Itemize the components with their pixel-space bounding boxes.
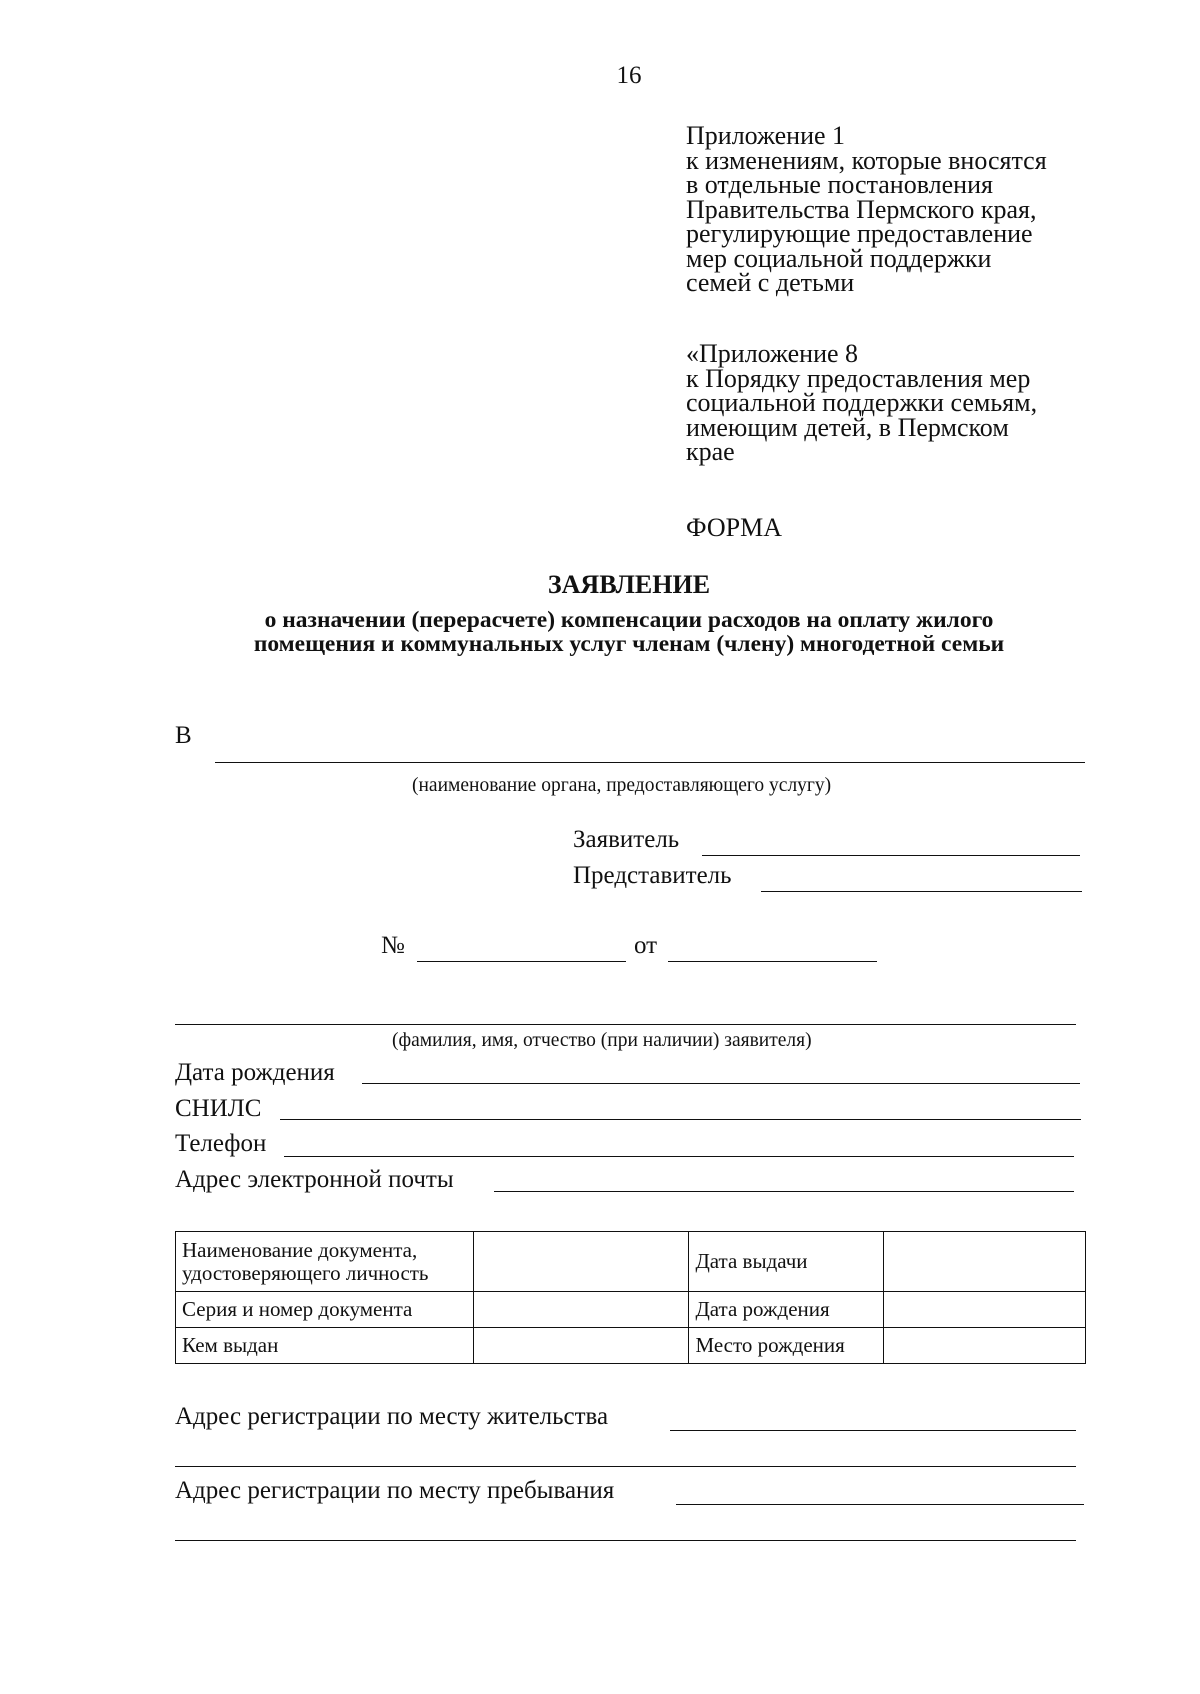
date-field[interactable] [668, 961, 877, 962]
birth-place-label: Место рождения [689, 1328, 884, 1364]
annex-1-line: регулирующие предоставление [686, 219, 1033, 248]
snils-field[interactable] [280, 1119, 1081, 1120]
annex-1-line: Правительства Пермского края, [686, 194, 1037, 224]
doc-series-number-value-cell[interactable] [473, 1292, 689, 1328]
fio-field[interactable] [175, 1024, 1076, 1025]
birth-date-field[interactable] [362, 1083, 1080, 1084]
email-field[interactable] [494, 1191, 1074, 1192]
annex-1-line: семей с детьми [686, 268, 855, 297]
document-title: ЗАЯВЛЕНИЕ [547, 570, 711, 599]
authority-name-field[interactable] [215, 762, 1085, 763]
snils-label: СНИЛС [175, 1095, 262, 1122]
authority-caption: (наименование органа, предоставляющего услугу) [412, 775, 832, 796]
table-cell-label [176, 1232, 474, 1292]
stay-address-field[interactable] [676, 1504, 1084, 1505]
table-row [176, 1232, 1086, 1292]
representative-label: Представитель [573, 862, 732, 889]
residence-address-label: Адрес регистрации по месту жительства [175, 1403, 609, 1430]
residence-address-field[interactable] [670, 1430, 1076, 1431]
table-row [176, 1328, 1086, 1364]
annex-1-line: мер социальной поддержки [686, 243, 992, 273]
phone-field[interactable] [284, 1156, 1074, 1157]
phone-label: Телефон [175, 1130, 267, 1157]
annex-1-line: к изменениям, которые вносятся [686, 145, 1047, 175]
form-label: ФОРМА [686, 513, 782, 542]
fio-caption: (фамилия, имя, отчество (при наличии) заявителя) [392, 1030, 812, 1051]
identity-document-table [175, 1231, 1086, 1364]
annex-8-line: крае [686, 437, 735, 466]
subtitle-line: помещения и коммунальных услуг членам (члену) многодетной семьи [253, 631, 1005, 657]
applicant-field[interactable] [702, 855, 1080, 856]
annex-8-line: к Порядку предоставления мер [686, 363, 1031, 393]
annex-1-block [686, 121, 1047, 297]
issue-date-value-cell[interactable] [884, 1232, 1086, 1292]
stay-address-label: Адрес регистрации по месту пребывания [175, 1477, 615, 1504]
to-label: В [175, 722, 192, 749]
table-birth-date-value-cell[interactable] [884, 1292, 1086, 1328]
email-label: Адрес электронной почты [175, 1166, 454, 1193]
residence-address-field-continued[interactable] [175, 1466, 1076, 1467]
annex-8-block [686, 339, 1038, 466]
document-subtitle [0, 608, 1200, 656]
annex-8-line: имеющим детей, в Пермском [686, 412, 1009, 442]
doc-name-label-line: удостоверяющего личность [182, 1260, 429, 1285]
stay-address-field-continued[interactable] [175, 1540, 1076, 1541]
representative-field[interactable] [761, 891, 1082, 892]
annex-8-line: социальной поддержки семьям, [686, 388, 1038, 417]
table-birth-date-label: Дата рождения [689, 1292, 884, 1328]
doc-name-label-line: Наименование документа, [182, 1237, 418, 1262]
applicant-label: Заявитель [573, 826, 680, 853]
table-row [176, 1292, 1086, 1328]
birth-place-value-cell[interactable] [884, 1328, 1086, 1364]
issued-by-label: Кем выдан [176, 1328, 474, 1364]
annex-1-line: в отдельные постановления [686, 170, 993, 199]
issue-date-label: Дата выдачи [689, 1232, 884, 1292]
birth-date-label: Дата рождения [175, 1059, 335, 1086]
doc-series-number-label: Серия и номер документа [176, 1292, 474, 1328]
number-field[interactable] [417, 961, 626, 962]
page-number: 16 [616, 62, 642, 89]
from-label: от [634, 932, 658, 959]
doc-name-value-cell[interactable] [473, 1232, 689, 1292]
annex-8-line: «Приложение 8 [686, 339, 859, 368]
issued-by-value-cell[interactable] [473, 1328, 689, 1364]
number-label: № [381, 932, 405, 959]
annex-1-line: Приложение 1 [686, 121, 846, 150]
subtitle-line: о назначении (перерасчете) компенсации расходов на оплату жилого [264, 607, 994, 633]
